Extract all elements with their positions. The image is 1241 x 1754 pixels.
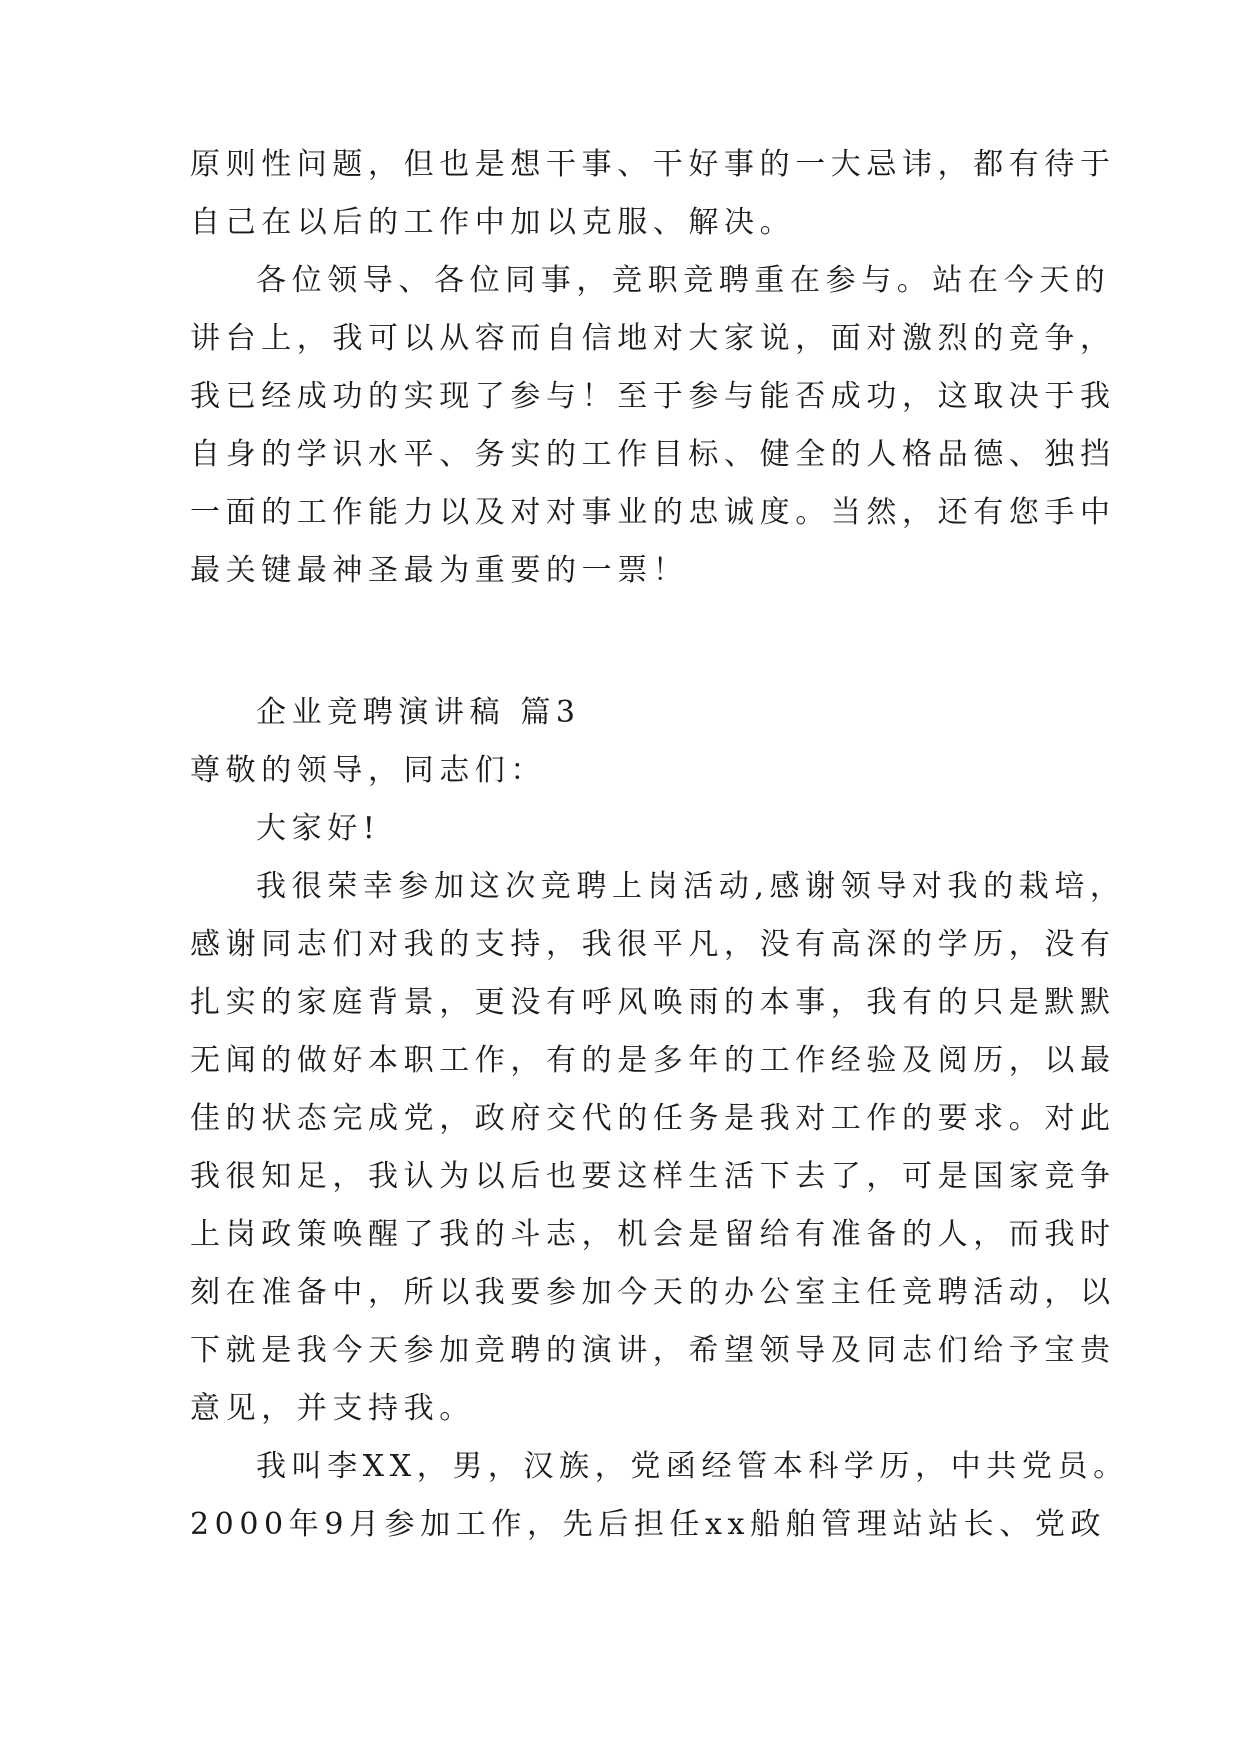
- text-line: 原则性问题，但也是想干事、干好事的一大忌讳，都有待于: [190, 147, 1116, 182]
- text-line: 无闻的做好本职工作，有的是多年的工作经验及阅历，以最: [190, 1043, 1116, 1078]
- text-line: 最关键最神圣最为重要的一票！: [190, 553, 689, 588]
- paragraph-block-2: [190, 684, 1129, 1554]
- section-heading: 企业竞聘演讲稿 篇3: [256, 695, 581, 730]
- text-line: 我已经成功的实现了参与！至于参与能否成功，这取决于我: [190, 379, 1116, 414]
- text-line: 我叫李XX，男，汉族，党函经管本科学历，中共党员。: [256, 1449, 1129, 1484]
- text-line: 刻在准备中，所以我要参加今天的办公室主任竞聘活动，以: [190, 1275, 1116, 1310]
- text-line: 我很荣幸参加这次竞聘上岗活动,感谢领导对我的栽培，: [256, 869, 1126, 904]
- paragraph-block-1: [190, 136, 1116, 600]
- salutation: 尊敬的领导，同志们：: [190, 753, 546, 788]
- text-line: 上岗政策唤醒了我的斗志，机会是留给有准备的人，而我时: [190, 1217, 1116, 1252]
- text-line: 自身的学识水平、务实的工作目标、健全的人格品德、独挡: [190, 437, 1116, 472]
- text-line: 一面的工作能力以及对对事业的忠诚度。当然，还有您手中: [190, 495, 1116, 530]
- text-line: 各位领导、各位同事，竞职竞聘重在参与。站在今天的: [256, 263, 1111, 298]
- text-line: 佳的状态完成党，政府交代的任务是我对工作的要求。对此: [190, 1101, 1116, 1136]
- text-line: 自己在以后的工作中加以克服、解决。: [190, 205, 796, 240]
- text-line: 感谢同志们对我的支持，我很平凡，没有高深的学历，没有: [190, 927, 1116, 962]
- text-line: 下就是我今天参加竞聘的演讲，希望领导及同志们给予宝贵: [190, 1333, 1116, 1368]
- text-line: 我很知足，我认为以后也要这样生活下去了，可是国家竞争: [190, 1159, 1116, 1194]
- text-line: 讲台上，我可以从容而自信地对大家说，面对激烈的竞争，: [190, 321, 1116, 356]
- text-line: 2000年9月参加工作，先后担任xx船舶管理站站长、党政: [190, 1507, 1107, 1542]
- greeting: 大家好!: [256, 811, 381, 846]
- text-line: 意见，并支持我。: [190, 1391, 475, 1426]
- text-line: 扎实的家庭背景，更没有呼风唤雨的本事，我有的只是默默: [190, 985, 1116, 1020]
